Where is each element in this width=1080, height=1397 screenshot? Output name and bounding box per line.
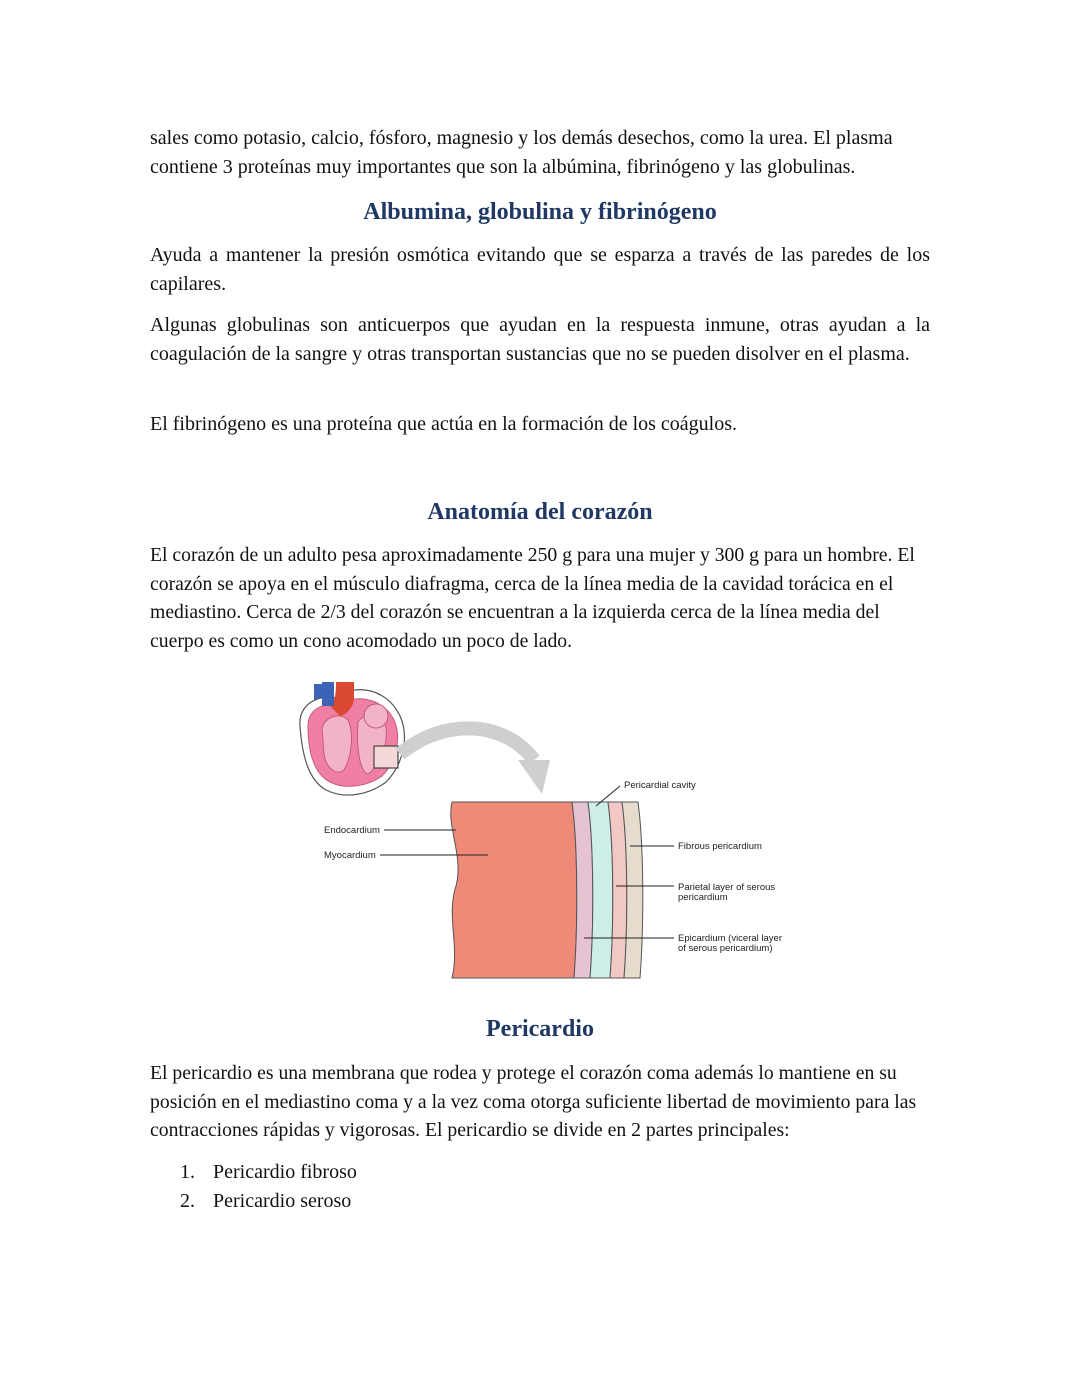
- label-endocardium: Endocardium: [324, 825, 380, 836]
- heart-wall-layers-figure: [296, 676, 796, 986]
- paragraph-fibrinogen: El fibrinógeno es una proteína que actúa en la formación de los coágulos.: [150, 413, 738, 435]
- heart-thumbnail: [300, 682, 405, 795]
- label-fibrous-pericardium: Fibrous pericardium: [678, 841, 762, 852]
- paragraph-pericardium: El pericardio es una membrana que rodea y protege el corazón coma además lo mantiene en su posición en el mediastino coma y a la vez coma otorga suficiente libertad de movimiento para las contracciones rápidas y vigorosas. El pericardio se divide en 2 partes principales:: [150, 1062, 917, 1141]
- label-myocardium: Myocardium: [324, 850, 376, 861]
- label-epicardium-line1: Epicardium (viceral layer: [678, 933, 783, 944]
- myocardium-layer: [451, 802, 577, 978]
- paragraph-albumin: Ayuda a mantener la presión osmótica evitando que se esparza a través de las paredes de los capilares.: [150, 244, 930, 295]
- list-item: 2. Pericardio seroso: [180, 1189, 352, 1212]
- label-pericardial-cavity: Pericardial cavity: [624, 780, 696, 791]
- zoom-box: [374, 746, 398, 768]
- label-epicardium-line2: of serous pericardium): [678, 943, 773, 954]
- zoom-arrow: [400, 728, 534, 760]
- list-item: 1. Pericardio fibroso: [180, 1161, 357, 1183]
- heading-pericardium: Pericardio: [486, 1016, 594, 1042]
- pericardium-parts-list: [180, 1158, 357, 1215]
- zoom-arrow-head: [518, 760, 550, 794]
- paragraph-plasma-proteins: sales como potasio, calcio, fósforo, magnesio y los demás desechos, como la urea. El plasma contiene 3 proteínas muy importantes que son la albúmina, fibrinógeno y las globulinas.: [150, 127, 893, 178]
- heading-heart-anatomy: Anatomía del corazón: [427, 499, 653, 525]
- label-parietal-layer-line1: Parietal layer of serous: [678, 882, 776, 893]
- label-parietal-layer-line2: pericardium: [678, 892, 728, 903]
- paragraph-globulins: Algunas globulinas son anticuerpos que ayudan en la respuesta inmune, otras ayudan a la coagulación de la sangre y otras transportan sustancias que no se pueden disolver en el plasma.: [150, 314, 930, 365]
- paragraph-heart-anatomy: El corazón de un adulto pesa aproximadamente 250 g para una mujer y 300 g para un hombre. El corazón se apoya en el músculo diafragma, cerca de la línea media de la cavidad torácica en el mediastino. Cerca de 2/3 del corazón se encuentran a la izquierda cerca de la línea media del cuerpo es como un cono acomodado un poco de lado.: [150, 544, 915, 652]
- heading-albumin-globulin-fibrinogen: Albumina, globulina y fibrinógeno: [363, 199, 717, 225]
